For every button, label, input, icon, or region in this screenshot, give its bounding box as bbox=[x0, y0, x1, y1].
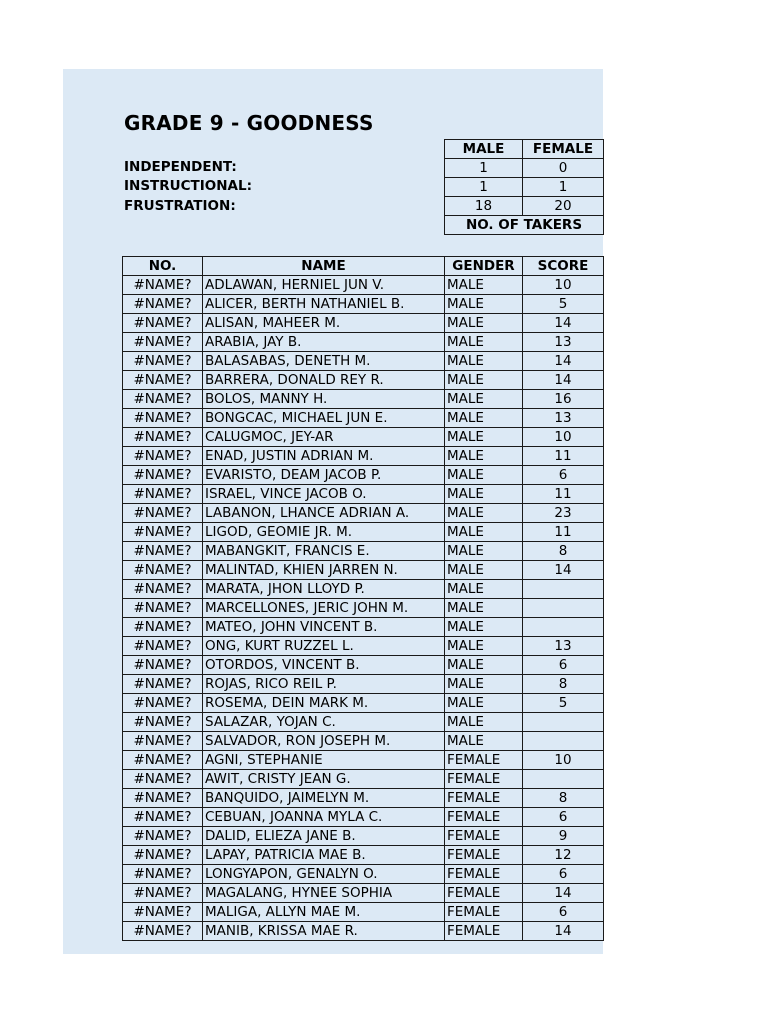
cell-gender: MALE bbox=[445, 542, 523, 561]
table-row bbox=[123, 694, 604, 713]
cell-gender: MALE bbox=[445, 523, 523, 542]
cell-score bbox=[523, 599, 604, 618]
cell-score: 6 bbox=[523, 903, 604, 922]
summary-footer-takers: NO. OF TAKERS bbox=[445, 216, 604, 235]
table-row bbox=[123, 732, 604, 751]
table-row bbox=[123, 542, 604, 561]
table-row bbox=[123, 333, 604, 352]
cell-gender: MALE bbox=[445, 656, 523, 675]
cell-name: MALINTAD, KHIEN JARREN N. bbox=[203, 561, 445, 580]
cell-score: 16 bbox=[523, 390, 604, 409]
cell-score: 13 bbox=[523, 409, 604, 428]
cell-name: MARATA, JHON LLOYD P. bbox=[203, 580, 445, 599]
cell-name: ALISAN, MAHEER M. bbox=[203, 314, 445, 333]
summary-cell: 1 bbox=[445, 178, 523, 197]
table-row bbox=[123, 504, 604, 523]
cell-no: #NAME? bbox=[123, 865, 203, 884]
cell-score: 8 bbox=[523, 789, 604, 808]
cell-gender: MALE bbox=[445, 732, 523, 751]
cell-gender: MALE bbox=[445, 314, 523, 333]
cell-name: SALAZAR, YOJAN C. bbox=[203, 713, 445, 732]
cell-no: #NAME? bbox=[123, 656, 203, 675]
cell-score: 9 bbox=[523, 827, 604, 846]
table-row bbox=[123, 390, 604, 409]
table-row bbox=[123, 808, 604, 827]
table-row bbox=[123, 409, 604, 428]
cell-gender: FEMALE bbox=[445, 903, 523, 922]
summary-footer-row bbox=[445, 216, 604, 235]
cell-name: AGNI, STEPHANIE bbox=[203, 751, 445, 770]
roster-table bbox=[122, 256, 604, 941]
roster-body bbox=[123, 276, 604, 941]
table-row bbox=[123, 637, 604, 656]
table-row bbox=[123, 865, 604, 884]
cell-gender: FEMALE bbox=[445, 865, 523, 884]
cell-name: BANQUIDO, JAIMELYN M. bbox=[203, 789, 445, 808]
roster-header-row bbox=[123, 257, 604, 276]
cell-name: ROJAS, RICO REIL P. bbox=[203, 675, 445, 694]
cell-score: 5 bbox=[523, 694, 604, 713]
summary-row-frustration bbox=[445, 197, 604, 216]
cell-name: LIGOD, GEOMIE JR. M. bbox=[203, 523, 445, 542]
cell-gender: MALE bbox=[445, 352, 523, 371]
table-row bbox=[123, 846, 604, 865]
cell-no: #NAME? bbox=[123, 808, 203, 827]
cell-name: ENAD, JUSTIN ADRIAN M. bbox=[203, 447, 445, 466]
cell-gender: MALE bbox=[445, 637, 523, 656]
cell-score: 10 bbox=[523, 751, 604, 770]
cell-score: 8 bbox=[523, 542, 604, 561]
cell-no: #NAME? bbox=[123, 618, 203, 637]
cell-name: LABANON, LHANCE ADRIAN A. bbox=[203, 504, 445, 523]
cell-name: LAPAY, PATRICIA MAE B. bbox=[203, 846, 445, 865]
cell-name: MARCELLONES, JERIC JOHN M. bbox=[203, 599, 445, 618]
cell-score: 14 bbox=[523, 314, 604, 333]
cell-gender: MALE bbox=[445, 276, 523, 295]
column-header-name: NAME bbox=[203, 257, 445, 276]
table-row bbox=[123, 827, 604, 846]
cell-no: #NAME? bbox=[123, 466, 203, 485]
table-row bbox=[123, 903, 604, 922]
cell-score: 11 bbox=[523, 523, 604, 542]
cell-name: MAGALANG, HYNEE SOPHIA bbox=[203, 884, 445, 903]
table-row bbox=[123, 789, 604, 808]
cell-name: MANIB, KRISSA MAE R. bbox=[203, 922, 445, 941]
summary-row-independent bbox=[445, 159, 604, 178]
table-row bbox=[123, 884, 604, 903]
table-row bbox=[123, 751, 604, 770]
cell-no: #NAME? bbox=[123, 447, 203, 466]
cell-score: 8 bbox=[523, 675, 604, 694]
summary-cell: 0 bbox=[523, 159, 604, 178]
cell-no: #NAME? bbox=[123, 295, 203, 314]
cell-score bbox=[523, 713, 604, 732]
table-row bbox=[123, 770, 604, 789]
cell-gender: MALE bbox=[445, 580, 523, 599]
cell-name: ALICER, BERTH NATHANIEL B. bbox=[203, 295, 445, 314]
cell-score: 14 bbox=[523, 371, 604, 390]
page-title: GRADE 9 - GOODNESS bbox=[124, 111, 374, 135]
cell-no: #NAME? bbox=[123, 485, 203, 504]
cell-gender: MALE bbox=[445, 599, 523, 618]
cell-gender: FEMALE bbox=[445, 808, 523, 827]
summary-cell: 1 bbox=[445, 159, 523, 178]
cell-gender: MALE bbox=[445, 409, 523, 428]
cell-score: 11 bbox=[523, 447, 604, 466]
cell-no: #NAME? bbox=[123, 390, 203, 409]
table-row bbox=[123, 352, 604, 371]
cell-no: #NAME? bbox=[123, 846, 203, 865]
cell-gender: MALE bbox=[445, 466, 523, 485]
cell-no: #NAME? bbox=[123, 371, 203, 390]
cell-name: ROSEMA, DEIN MARK M. bbox=[203, 694, 445, 713]
cell-no: #NAME? bbox=[123, 409, 203, 428]
cell-no: #NAME? bbox=[123, 599, 203, 618]
cell-score: 13 bbox=[523, 637, 604, 656]
cell-gender: MALE bbox=[445, 694, 523, 713]
cell-score: 14 bbox=[523, 922, 604, 941]
cell-name: CALUGMOC, JEY-AR bbox=[203, 428, 445, 447]
cell-score bbox=[523, 732, 604, 751]
cell-score bbox=[523, 618, 604, 637]
cell-gender: FEMALE bbox=[445, 770, 523, 789]
cell-no: #NAME? bbox=[123, 352, 203, 371]
cell-name: ISRAEL, VINCE JACOB O. bbox=[203, 485, 445, 504]
cell-score: 14 bbox=[523, 352, 604, 371]
cell-name: BOLOS, MANNY H. bbox=[203, 390, 445, 409]
cell-no: #NAME? bbox=[123, 637, 203, 656]
cell-gender: MALE bbox=[445, 428, 523, 447]
cell-name: BARRERA, DONALD REY R. bbox=[203, 371, 445, 390]
cell-no: #NAME? bbox=[123, 713, 203, 732]
cell-name: ADLAWAN, HERNIEL JUN V. bbox=[203, 276, 445, 295]
cell-score: 6 bbox=[523, 865, 604, 884]
cell-gender: FEMALE bbox=[445, 846, 523, 865]
cell-name: EVARISTO, DEAM JACOB P. bbox=[203, 466, 445, 485]
cell-score: 11 bbox=[523, 485, 604, 504]
cell-name: BALASABAS, DENETH M. bbox=[203, 352, 445, 371]
table-row bbox=[123, 276, 604, 295]
table-row bbox=[123, 428, 604, 447]
table-row bbox=[123, 447, 604, 466]
cell-no: #NAME? bbox=[123, 428, 203, 447]
cell-name: ONG, KURT RUZZEL L. bbox=[203, 637, 445, 656]
cell-score: 14 bbox=[523, 884, 604, 903]
cell-gender: MALE bbox=[445, 333, 523, 352]
cell-score: 5 bbox=[523, 295, 604, 314]
table-row bbox=[123, 295, 604, 314]
table-row bbox=[123, 922, 604, 941]
cell-no: #NAME? bbox=[123, 504, 203, 523]
cell-score: 6 bbox=[523, 466, 604, 485]
cell-score: 23 bbox=[523, 504, 604, 523]
cell-gender: MALE bbox=[445, 504, 523, 523]
cell-score: 6 bbox=[523, 808, 604, 827]
cell-no: #NAME? bbox=[123, 580, 203, 599]
summary-header-row bbox=[445, 140, 604, 159]
cell-gender: FEMALE bbox=[445, 827, 523, 846]
cell-gender: MALE bbox=[445, 371, 523, 390]
cell-score: 6 bbox=[523, 656, 604, 675]
cell-no: #NAME? bbox=[123, 751, 203, 770]
table-row bbox=[123, 466, 604, 485]
cell-gender: MALE bbox=[445, 390, 523, 409]
level-label-independent: INDEPENDENT: bbox=[124, 159, 237, 175]
cell-score: 10 bbox=[523, 276, 604, 295]
column-header-gender: GENDER bbox=[445, 257, 523, 276]
cell-no: #NAME? bbox=[123, 542, 203, 561]
cell-gender: FEMALE bbox=[445, 922, 523, 941]
cell-score: 10 bbox=[523, 428, 604, 447]
cell-gender: MALE bbox=[445, 447, 523, 466]
cell-gender: MALE bbox=[445, 713, 523, 732]
cell-name: ARABIA, JAY B. bbox=[203, 333, 445, 352]
cell-name: MATEO, JOHN VINCENT B. bbox=[203, 618, 445, 637]
cell-no: #NAME? bbox=[123, 276, 203, 295]
summary-header-female: FEMALE bbox=[523, 140, 604, 159]
cell-no: #NAME? bbox=[123, 732, 203, 751]
cell-no: #NAME? bbox=[123, 675, 203, 694]
column-header-no: NO. bbox=[123, 257, 203, 276]
cell-no: #NAME? bbox=[123, 789, 203, 808]
cell-no: #NAME? bbox=[123, 333, 203, 352]
summary-cell: 18 bbox=[445, 197, 523, 216]
cell-score bbox=[523, 770, 604, 789]
cell-gender: MALE bbox=[445, 618, 523, 637]
summary-cell: 1 bbox=[523, 178, 604, 197]
cell-gender: FEMALE bbox=[445, 884, 523, 903]
cell-name: LONGYAPON, GENALYN O. bbox=[203, 865, 445, 884]
table-row bbox=[123, 314, 604, 333]
table-row bbox=[123, 561, 604, 580]
cell-gender: MALE bbox=[445, 485, 523, 504]
cell-no: #NAME? bbox=[123, 561, 203, 580]
cell-gender: FEMALE bbox=[445, 751, 523, 770]
summary-row-instructional bbox=[445, 178, 604, 197]
cell-no: #NAME? bbox=[123, 884, 203, 903]
level-label-frustration: FRUSTRATION: bbox=[124, 198, 236, 214]
cell-no: #NAME? bbox=[123, 694, 203, 713]
cell-score: 13 bbox=[523, 333, 604, 352]
cell-name: OTORDOS, VINCENT B. bbox=[203, 656, 445, 675]
cell-no: #NAME? bbox=[123, 770, 203, 789]
cell-name: MABANGKIT, FRANCIS E. bbox=[203, 542, 445, 561]
cell-gender: MALE bbox=[445, 561, 523, 580]
summary-table bbox=[444, 139, 604, 235]
cell-no: #NAME? bbox=[123, 827, 203, 846]
cell-score bbox=[523, 580, 604, 599]
cell-name: BONGCAC, MICHAEL JUN E. bbox=[203, 409, 445, 428]
cell-score: 12 bbox=[523, 846, 604, 865]
table-row bbox=[123, 485, 604, 504]
summary-header-male: MALE bbox=[445, 140, 523, 159]
cell-score: 14 bbox=[523, 561, 604, 580]
table-row bbox=[123, 713, 604, 732]
cell-no: #NAME? bbox=[123, 903, 203, 922]
table-row bbox=[123, 618, 604, 637]
cell-name: DALID, ELIEZA JANE B. bbox=[203, 827, 445, 846]
summary-cell: 20 bbox=[523, 197, 604, 216]
cell-name: AWIT, CRISTY JEAN G. bbox=[203, 770, 445, 789]
cell-gender: MALE bbox=[445, 675, 523, 694]
level-label-instructional: INSTRUCTIONAL: bbox=[124, 178, 252, 194]
cell-no: #NAME? bbox=[123, 314, 203, 333]
table-row bbox=[123, 656, 604, 675]
table-row bbox=[123, 675, 604, 694]
column-header-score: SCORE bbox=[523, 257, 604, 276]
cell-no: #NAME? bbox=[123, 523, 203, 542]
table-row bbox=[123, 580, 604, 599]
cell-gender: MALE bbox=[445, 295, 523, 314]
cell-gender: FEMALE bbox=[445, 789, 523, 808]
cell-name: SALVADOR, RON JOSEPH M. bbox=[203, 732, 445, 751]
cell-no: #NAME? bbox=[123, 922, 203, 941]
cell-name: CEBUAN, JOANNA MYLA C. bbox=[203, 808, 445, 827]
cell-name: MALIGA, ALLYN MAE M. bbox=[203, 903, 445, 922]
table-row bbox=[123, 599, 604, 618]
table-row bbox=[123, 523, 604, 542]
table-row bbox=[123, 371, 604, 390]
